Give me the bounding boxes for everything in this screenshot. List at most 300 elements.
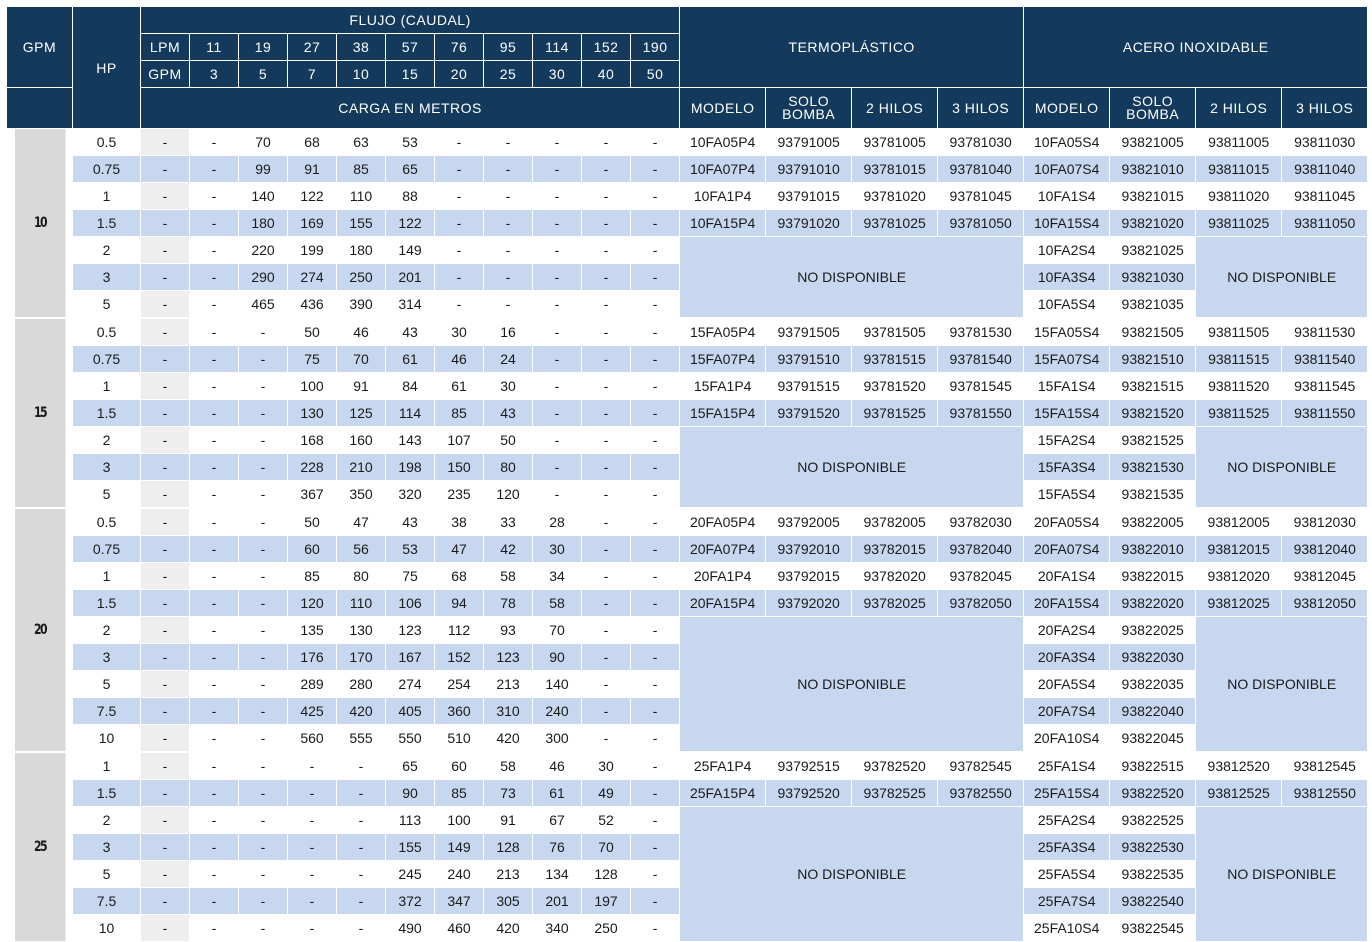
carga-cell: - (288, 834, 337, 861)
hp-cell: 0.5 (73, 129, 141, 156)
carga-cell: 60 (288, 536, 337, 563)
table-row (7, 400, 1368, 427)
carga-cell: - (435, 156, 484, 183)
acero-solo-bomba: 93821035 (1110, 291, 1196, 319)
carga-cell: 91 (337, 373, 386, 400)
carga-cell: 550 (386, 725, 435, 753)
carga-cell: - (190, 183, 239, 210)
hp-cell: 5 (73, 291, 141, 319)
acero-3hilos: 93811530 (1282, 318, 1368, 346)
carga-cell: - (582, 508, 631, 536)
acero-solo-bomba: 93822030 (1110, 644, 1196, 671)
carga-cell: 47 (337, 508, 386, 536)
carga-cell: - (582, 291, 631, 319)
acero-solo-bomba: 93822035 (1110, 671, 1196, 698)
carga-cell: - (582, 373, 631, 400)
acero-solo-bomba: 93821530 (1110, 454, 1196, 481)
carga-cell: - (190, 563, 239, 590)
carga-cell: - (631, 183, 680, 210)
carga-cell: 122 (386, 210, 435, 237)
carga-cell: - (484, 264, 533, 291)
carga-cell: - (239, 725, 288, 753)
carga-cell: 65 (386, 752, 435, 780)
carga-cell: 405 (386, 698, 435, 725)
carga-cell: - (141, 264, 190, 291)
table-row (7, 156, 1368, 183)
carga-cell: 85 (337, 156, 386, 183)
carga-cell: 93 (484, 617, 533, 644)
acero-2hilos: 93811525 (1196, 400, 1282, 427)
carga-cell: - (141, 617, 190, 644)
carga-cell: 305 (484, 888, 533, 915)
acero-modelo: 20FA05S4 (1024, 508, 1110, 536)
carga-cell: - (288, 915, 337, 942)
acero-modelo: 10FA07S4 (1024, 156, 1110, 183)
termo-2hilos: 93782005 (852, 508, 938, 536)
gpm-group-label: 25 (14, 752, 65, 942)
hp-cell: 5 (73, 481, 141, 509)
carga-cell: - (484, 183, 533, 210)
carga-cell: - (533, 400, 582, 427)
acero-modelo: 25FA2S4 (1024, 807, 1110, 834)
carga-cell: - (337, 780, 386, 807)
acero-solo-bomba: 93822040 (1110, 698, 1196, 725)
table-row (7, 563, 1368, 590)
acero-solo-bomba: 93821525 (1110, 427, 1196, 454)
carga-cell: 235 (435, 481, 484, 509)
lpm-label: LPM (141, 34, 190, 61)
carga-cell: - (141, 915, 190, 942)
carga-cell: - (239, 698, 288, 725)
acero-solo-bomba: 93822015 (1110, 563, 1196, 590)
acero-modelo: 15FA05S4 (1024, 318, 1110, 346)
carga-cell: 84 (386, 373, 435, 400)
carga-cell: - (435, 210, 484, 237)
lpm-value: 27 (288, 34, 337, 61)
gpm-value: 15 (386, 61, 435, 88)
carga-cell: 107 (435, 427, 484, 454)
carga-cell: 152 (435, 644, 484, 671)
carga-cell: - (190, 400, 239, 427)
carga-cell: 425 (288, 698, 337, 725)
acero-header: ACERO INOXIDABLE (1024, 7, 1368, 88)
carga-cell: - (582, 183, 631, 210)
carga-cell: - (239, 780, 288, 807)
termo-2hilos: 93781015 (852, 156, 938, 183)
table-row (7, 536, 1368, 563)
carga-cell: - (533, 291, 582, 319)
hp-cell: 10 (73, 915, 141, 942)
carga-cell: - (631, 617, 680, 644)
table-row (7, 183, 1368, 210)
hp-cell: 3 (73, 264, 141, 291)
table-row (7, 210, 1368, 237)
termo-3hilos: 93781540 (938, 346, 1024, 373)
termo-modelo: 15FA07P4 (680, 346, 766, 373)
termo-modelo: 10FA15P4 (680, 210, 766, 237)
bomba-label: BOMBA (1126, 106, 1180, 122)
carga-cell: 123 (484, 644, 533, 671)
carga-cell: 30 (533, 536, 582, 563)
carga-cell: - (484, 156, 533, 183)
acero-3hilos: 93812050 (1282, 590, 1368, 617)
carga-cell: 85 (435, 400, 484, 427)
carga-cell: - (533, 318, 582, 346)
table-row (7, 590, 1368, 617)
acero-solo-bomba: 93822020 (1110, 590, 1196, 617)
hp-cell: 1.5 (73, 400, 141, 427)
termo-2hilos: 93781525 (852, 400, 938, 427)
carga-cell: 290 (239, 264, 288, 291)
carga-cell: - (141, 807, 190, 834)
carga-cell: - (190, 454, 239, 481)
carga-cell: - (190, 318, 239, 346)
carga-cell: - (582, 237, 631, 264)
carga-cell: 340 (533, 915, 582, 942)
acero-3hilos: 93811045 (1282, 183, 1368, 210)
carga-cell: 254 (435, 671, 484, 698)
carga-cell: - (239, 617, 288, 644)
carga-cell: - (239, 644, 288, 671)
carga-cell: - (582, 156, 631, 183)
acero-2hilos: 93811520 (1196, 373, 1282, 400)
acero-solo-bomba: 93821030 (1110, 264, 1196, 291)
acero-solo-bomba: 93822520 (1110, 780, 1196, 807)
carga-cell: 128 (484, 834, 533, 861)
carga-cell: 120 (288, 590, 337, 617)
acero-2hilos: 93812025 (1196, 590, 1282, 617)
acero-2hilos: 93812525 (1196, 780, 1282, 807)
carga-cell: - (141, 536, 190, 563)
carga-cell: - (141, 400, 190, 427)
carga-cell: 60 (435, 752, 484, 780)
carga-cell: - (141, 237, 190, 264)
carga-cell: 320 (386, 481, 435, 509)
carga-cell: - (631, 725, 680, 753)
carga-cell: - (582, 563, 631, 590)
acero-2hilos: 93811015 (1196, 156, 1282, 183)
carga-cell: - (141, 481, 190, 509)
carga-cell: 100 (288, 373, 337, 400)
carga-cell: 42 (484, 536, 533, 563)
termo-2hilos: 93781025 (852, 210, 938, 237)
carga-cell: 360 (435, 698, 484, 725)
carga-cell: 149 (386, 237, 435, 264)
carga-cell: 43 (484, 400, 533, 427)
carga-cell: - (337, 861, 386, 888)
carga-cell: - (141, 563, 190, 590)
acero-solo-bomba: 93822525 (1110, 807, 1196, 834)
termo-solo-bomba: 93792020 (766, 590, 852, 617)
hp-cell: 2 (73, 617, 141, 644)
carga-cell: 63 (337, 129, 386, 156)
carga-cell: - (631, 834, 680, 861)
carga-cell: - (631, 861, 680, 888)
carga-cell: - (141, 156, 190, 183)
carga-cell: 510 (435, 725, 484, 753)
acero-3hilos: 93812550 (1282, 780, 1368, 807)
carga-cell: 367 (288, 481, 337, 509)
hp-cell: 1.5 (73, 210, 141, 237)
carga-cell: 140 (533, 671, 582, 698)
acero-solo-bomba: 93822530 (1110, 834, 1196, 861)
carga-cell: - (582, 671, 631, 698)
carga-cell: 80 (484, 454, 533, 481)
carga-cell: 90 (386, 780, 435, 807)
hp-cell: 10 (73, 725, 141, 753)
acero-solo-bomba: 93821510 (1110, 346, 1196, 373)
acero-3hilos: 93811040 (1282, 156, 1368, 183)
carga-cell: 274 (288, 264, 337, 291)
carga-cell: - (190, 780, 239, 807)
carga-cell: 168 (288, 427, 337, 454)
carga-cell: 70 (533, 617, 582, 644)
table-row (7, 237, 1368, 264)
a-modelo-header: MODELO (1024, 88, 1110, 129)
carga-cell: - (435, 183, 484, 210)
carga-cell: 465 (239, 291, 288, 319)
carga-cell: - (631, 264, 680, 291)
carga-cell: 94 (435, 590, 484, 617)
hp-cell: 0.75 (73, 156, 141, 183)
carga-cell: - (435, 264, 484, 291)
carga-cell: - (141, 318, 190, 346)
acero-modelo: 15FA2S4 (1024, 427, 1110, 454)
hp-cell: 7.5 (73, 888, 141, 915)
hp-cell: 3 (73, 644, 141, 671)
gpm-value: 25 (484, 61, 533, 88)
carga-cell: - (631, 644, 680, 671)
table-header (7, 7, 1368, 129)
termo-2hilos: 93781005 (852, 129, 938, 156)
carga-cell: - (533, 454, 582, 481)
carga-cell: - (631, 346, 680, 373)
table-body (7, 129, 1368, 942)
carga-cell: - (141, 373, 190, 400)
carga-cell: 123 (386, 617, 435, 644)
termo-modelo: 15FA15P4 (680, 400, 766, 427)
acero-3hilos: 93811545 (1282, 373, 1368, 400)
acero-modelo: 20FA3S4 (1024, 644, 1110, 671)
acero-modelo: 15FA5S4 (1024, 481, 1110, 509)
termo-modelo: 20FA07P4 (680, 536, 766, 563)
termo-2hilos: 93782525 (852, 780, 938, 807)
acero-solo-bomba: 93822010 (1110, 536, 1196, 563)
acero-modelo: 15FA3S4 (1024, 454, 1110, 481)
carga-cell: 70 (337, 346, 386, 373)
table-row (7, 617, 1368, 644)
acero-no-disponible: NO DISPONIBLE (1196, 617, 1368, 753)
carga-cell: - (533, 210, 582, 237)
carga-cell: - (582, 129, 631, 156)
termo-no-disponible: NO DISPONIBLE (680, 807, 1024, 942)
carga-cell: - (533, 237, 582, 264)
termo-2hilos: 93782020 (852, 563, 938, 590)
carga-cell: - (631, 508, 680, 536)
carga-cell: - (435, 237, 484, 264)
carga-cell: - (190, 590, 239, 617)
carga-cell: 91 (484, 807, 533, 834)
carga-cell: - (190, 346, 239, 373)
carga-cell: - (239, 508, 288, 536)
lpm-value: 152 (582, 34, 631, 61)
acero-3hilos: 93812545 (1282, 752, 1368, 780)
termo-3hilos: 93782030 (938, 508, 1024, 536)
acero-solo-bomba: 93821505 (1110, 318, 1196, 346)
carga-cell: - (533, 373, 582, 400)
gpm-value: 3 (190, 61, 239, 88)
termo-solo-bomba: 93792005 (766, 508, 852, 536)
acero-solo-bomba: 93822045 (1110, 725, 1196, 753)
carga-cell: - (141, 590, 190, 617)
acero-modelo: 25FA15S4 (1024, 780, 1110, 807)
carga-cell: 140 (239, 183, 288, 210)
acero-solo-bomba: 93821025 (1110, 237, 1196, 264)
acero-modelo: 20FA1S4 (1024, 563, 1110, 590)
carga-cell: - (631, 454, 680, 481)
lpm-value: 19 (239, 34, 288, 61)
hp-cell: 1 (73, 563, 141, 590)
acero-modelo: 20FA10S4 (1024, 725, 1110, 753)
carga-cell: 289 (288, 671, 337, 698)
carga-cell: 113 (386, 807, 435, 834)
carga-cell: 70 (239, 129, 288, 156)
carga-cell: 155 (386, 834, 435, 861)
table-row (7, 373, 1368, 400)
carga-cell: 210 (337, 454, 386, 481)
termo-no-disponible: NO DISPONIBLE (680, 427, 1024, 509)
carga-cell: 38 (435, 508, 484, 536)
carga-cell: 47 (435, 536, 484, 563)
termo-solo-bomba: 93792520 (766, 780, 852, 807)
carga-cell: - (190, 807, 239, 834)
termo-modelo: 20FA1P4 (680, 563, 766, 590)
carga-cell: - (631, 129, 680, 156)
carga-cell: - (239, 427, 288, 454)
carga-cell: - (141, 752, 190, 780)
carga-cell: - (239, 454, 288, 481)
carga-cell: - (239, 400, 288, 427)
bomba-label: BOMBA (782, 106, 836, 122)
a-2hilos-header: 2 HILOS (1196, 88, 1282, 129)
termo-solo-bomba: 93791020 (766, 210, 852, 237)
carga-cell: - (533, 156, 582, 183)
carga-cell: - (190, 617, 239, 644)
carga-cell: 130 (288, 400, 337, 427)
carga-cell: 347 (435, 888, 484, 915)
termo-solo-bomba: 93791005 (766, 129, 852, 156)
termo-modelo: 15FA1P4 (680, 373, 766, 400)
acero-solo-bomba: 93821515 (1110, 373, 1196, 400)
carga-cell: - (239, 888, 288, 915)
carga-cell: 56 (337, 536, 386, 563)
carga-header: CARGA EN METROS (141, 88, 680, 129)
t-solo-bomba-header (766, 88, 852, 129)
termo-2hilos: 93782520 (852, 752, 938, 780)
table-row (7, 508, 1368, 536)
t-2hilos-header: 2 HILOS (852, 88, 938, 129)
carga-cell: - (631, 291, 680, 319)
gpm-value: 20 (435, 61, 484, 88)
carga-cell: - (141, 346, 190, 373)
acero-3hilos: 93811540 (1282, 346, 1368, 373)
acero-solo-bomba: 93822005 (1110, 508, 1196, 536)
carga-cell: - (582, 644, 631, 671)
hp-cell: 0.75 (73, 346, 141, 373)
carga-cell: 213 (484, 671, 533, 698)
carga-cell: 78 (484, 590, 533, 617)
a-solo-bomba-header (1110, 88, 1196, 129)
acero-modelo: 20FA5S4 (1024, 671, 1110, 698)
carga-cell: 106 (386, 590, 435, 617)
carga-cell: 143 (386, 427, 435, 454)
lpm-value: 11 (190, 34, 239, 61)
carga-cell: - (141, 698, 190, 725)
gpm-group-label: 15 (14, 318, 65, 508)
carga-cell: 122 (288, 183, 337, 210)
carga-cell: - (190, 644, 239, 671)
carga-cell: - (141, 888, 190, 915)
carga-cell: 420 (337, 698, 386, 725)
carga-cell: - (141, 210, 190, 237)
acero-solo-bomba: 93822540 (1110, 888, 1196, 915)
carga-cell: 88 (386, 183, 435, 210)
carga-cell: 112 (435, 617, 484, 644)
carga-cell: - (288, 861, 337, 888)
carga-cell: 213 (484, 861, 533, 888)
carga-cell: - (631, 888, 680, 915)
carga-cell: - (582, 427, 631, 454)
lpm-value: 114 (533, 34, 582, 61)
termo-no-disponible: NO DISPONIBLE (680, 237, 1024, 319)
acero-no-disponible: NO DISPONIBLE (1196, 427, 1368, 509)
acero-2hilos: 93812520 (1196, 752, 1282, 780)
carga-cell: - (533, 481, 582, 509)
carga-cell: - (337, 834, 386, 861)
solo-label: SOLO (788, 93, 830, 109)
carga-cell: 43 (386, 508, 435, 536)
carga-cell: 73 (484, 780, 533, 807)
acero-2hilos: 93811505 (1196, 318, 1282, 346)
carga-cell: 245 (386, 861, 435, 888)
carga-cell: 46 (337, 318, 386, 346)
carga-cell: - (239, 861, 288, 888)
gpm-group-label: 20 (14, 508, 65, 752)
carga-cell: - (582, 698, 631, 725)
carga-cell: - (435, 291, 484, 319)
carga-cell: 68 (288, 129, 337, 156)
carga-cell: - (631, 156, 680, 183)
acero-3hilos: 93812045 (1282, 563, 1368, 590)
termo-3hilos: 93781530 (938, 318, 1024, 346)
termo-3hilos: 93782550 (938, 780, 1024, 807)
carga-cell: - (484, 291, 533, 319)
carga-cell: 180 (239, 210, 288, 237)
carga-cell: 420 (484, 915, 533, 942)
carga-cell: - (631, 671, 680, 698)
gpm-header-blank (7, 88, 73, 129)
acero-modelo: 25FA1S4 (1024, 752, 1110, 780)
carga-cell: - (190, 210, 239, 237)
carga-cell: - (190, 291, 239, 319)
termo-3hilos: 93781550 (938, 400, 1024, 427)
a-3hilos-header: 3 HILOS (1282, 88, 1368, 129)
carga-cell: 75 (288, 346, 337, 373)
acero-modelo: 25FA5S4 (1024, 861, 1110, 888)
carga-cell: 310 (484, 698, 533, 725)
termo-modelo: 20FA05P4 (680, 508, 766, 536)
carga-cell: - (533, 129, 582, 156)
